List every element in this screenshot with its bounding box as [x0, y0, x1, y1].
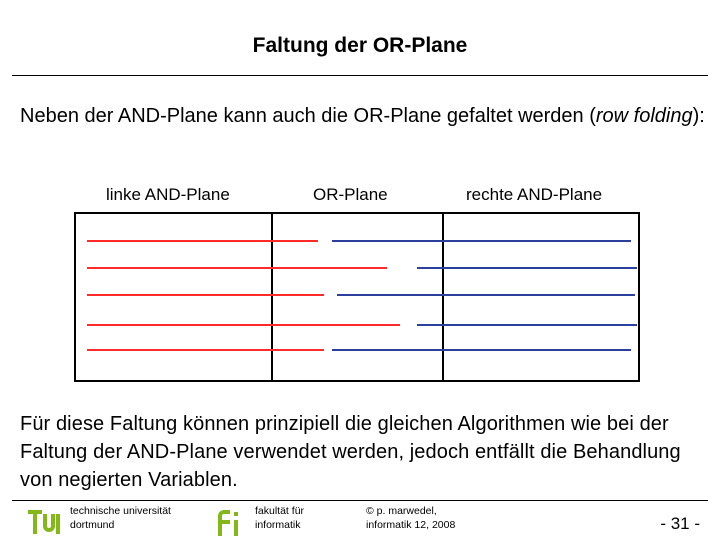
plane-divider-left: [271, 212, 273, 382]
footer-faculty: [255, 504, 304, 532]
row-line-left-2: [87, 267, 387, 269]
label-right-and-plane: rechte AND-Plane: [466, 185, 603, 204]
footer-divider: [12, 500, 708, 501]
pla-diagram-frame: [74, 212, 640, 382]
footer-university: [70, 504, 171, 532]
intro-text: Neben der AND-Plane kann auch die OR-Plane gefaltet werden (: [20, 105, 596, 127]
footer-author: [366, 504, 455, 532]
slide-title: Faltung der OR-Plane: [252, 34, 468, 57]
body-paragraph: Für diese Faltung können prinzipiell die gleichen Algorithmen wie bei der Faltung der AND-Plane verwendet werden, jedoch entfällt die Behandlung von negierten Variablen.: [20, 413, 681, 491]
university-line-1: technische universität: [70, 505, 171, 517]
page-number: - 31 -: [660, 514, 700, 533]
intro-end: ):: [692, 105, 705, 127]
row-line-left-3: [87, 294, 324, 296]
faculty-line-2: informatik: [255, 519, 301, 531]
row-line-right-1: [332, 240, 631, 242]
label-left-and-plane: linke AND-Plane: [106, 185, 230, 204]
fi-logo-icon: [214, 506, 246, 538]
intro-paragraph: [20, 103, 710, 129]
row-line-right-3: [337, 294, 635, 296]
row-line-left-5: [87, 349, 324, 351]
university-line-2: dortmund: [70, 519, 115, 531]
row-line-left-4: [87, 324, 400, 326]
author-line-2: informatik 12, 2008: [366, 519, 456, 531]
faculty-line-1: fakultät für: [255, 505, 305, 517]
row-line-right-2: [417, 267, 637, 269]
author-line-1: © p. marwedel,: [366, 505, 437, 517]
row-line-right-4: [417, 324, 637, 326]
intro-italic-term: row folding: [595, 105, 693, 127]
row-line-left-1: [87, 240, 318, 242]
title-divider: [12, 75, 708, 76]
row-line-right-5: [332, 349, 631, 351]
label-or-plane: OR-Plane: [313, 185, 388, 204]
tu-logo-icon: [28, 506, 64, 538]
plane-divider-right: [442, 212, 444, 382]
